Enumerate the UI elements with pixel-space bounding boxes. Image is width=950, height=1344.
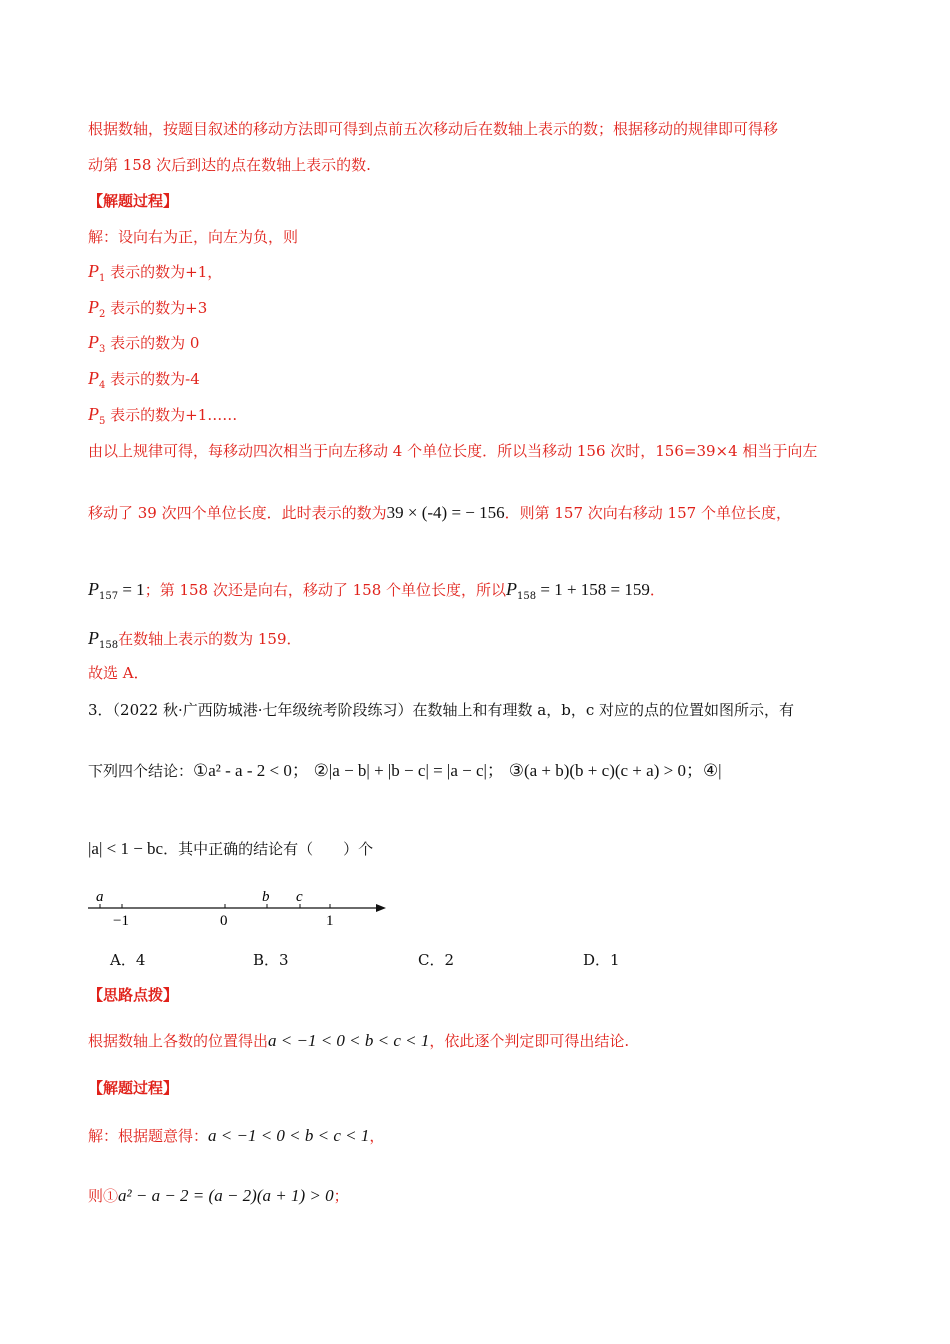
rule-line: 由以上规律可得，每移动四次相当于向左移动 4 个单位长度．所以当移动 156 次时，156=39×4 相当于向左 bbox=[88, 442, 818, 460]
heading-hint: 【思路点拨】 bbox=[88, 986, 179, 1004]
tick-label-minus-one: −1 bbox=[113, 913, 129, 929]
p157-line: $P_{157} = 1$；第 158 次还是向右，移动了 158 个单位长度，所以$P_{158} = 1 + 158 = 159$． bbox=[88, 579, 665, 602]
point-label-a: a bbox=[96, 889, 104, 905]
heading-solution-process: 【解题过程】 bbox=[88, 192, 179, 210]
hint-line: 根据数轴上各数的位置得出a < −1 < 0 < b < c < 1，依此逐个判定即可得出结论. bbox=[88, 1031, 630, 1050]
answer-line: 故选 A． bbox=[88, 664, 149, 682]
option-b[interactable]: B．3 bbox=[253, 951, 289, 969]
point-label-c: c bbox=[296, 889, 303, 905]
heading-solution-process-2: 【解题过程】 bbox=[88, 1079, 179, 1097]
axis-arrow bbox=[376, 904, 386, 912]
p2-line: $P_2$ 表示的数为+3 bbox=[88, 297, 208, 320]
number-line-figure bbox=[80, 880, 400, 935]
solution-setup: 解：设向右为正，向左为负，则 bbox=[88, 228, 299, 246]
question-3-conclusion-4: |a| < 1 − bc．其中正确的结论有（ ）个 bbox=[88, 839, 374, 858]
therefore-line: $P_{158}$在数轴上表示的数为 159． bbox=[88, 628, 302, 651]
conclusion-2: ②|a − b| + |b − c| = |a − c|； bbox=[313, 761, 504, 780]
option-c[interactable]: C．2 bbox=[418, 951, 455, 969]
intro-line-1: 根据数轴，按题目叙述的移动方法即可得到点前五次移动后在数轴上表示的数；根据移动的规律即可得移 bbox=[88, 120, 779, 138]
p4-line: $P_4$ 表示的数为-4 bbox=[88, 368, 200, 391]
p5-line: $P_5$ 表示的数为+1…… bbox=[88, 404, 238, 427]
option-a[interactable]: A．4 bbox=[110, 951, 146, 969]
option-d[interactable]: D．1 bbox=[583, 951, 620, 969]
moved-line: 移动了 39 次四个单位长度．此时表示的数为39 × (-4) = − 156．则第 157 次向右移动 157 个单位长度， bbox=[88, 503, 791, 522]
intro-line-2: 动第 158 次后到达的点在数轴上表示的数. bbox=[88, 156, 371, 174]
solution-line-2: 则①a² − a − 2 = (a − 2)(a + 1) > 0； bbox=[88, 1186, 349, 1205]
point-label-b: b bbox=[262, 889, 270, 905]
solution-line-1: 解：根据题意得：a < −1 < 0 < b < c < 1， bbox=[88, 1126, 385, 1145]
tick-label-zero: 0 bbox=[220, 913, 228, 929]
p3-line: $P_3$ 表示的数为 0 bbox=[88, 332, 200, 355]
question-3-stem: 3．（2022 秋·广西防城港·七年级统考阶段练习）在数轴上和有理数 a，b，c 对应的点的位置如图所示，有 bbox=[88, 701, 795, 719]
p1-line: $P_1$ 表示的数为+1， bbox=[88, 261, 223, 284]
conclusion-1: ①a² - a - 2 < 0； bbox=[193, 761, 309, 780]
tick-label-one: 1 bbox=[326, 913, 334, 929]
solution-expression: a < −1 < 0 < b < c < 1 bbox=[208, 1126, 370, 1145]
conclusion-3: ③(a + b)(b + c)(c + a) > 0；④| bbox=[508, 761, 722, 780]
hint-expression: a < −1 < 0 < b < c < 1 bbox=[268, 1031, 430, 1050]
conclusion-4: |a| < 1 − bc bbox=[88, 839, 164, 858]
solution-factorization: a² − a − 2 = (a − 2)(a + 1) > 0 bbox=[118, 1186, 334, 1205]
question-3-conclusions: 下列四个结论：①a² - a - 2 < 0； ②|a − b| + |b − c| = |a − c|； ③(a + b)(b + c)(c + a) > 0；④| bbox=[88, 761, 722, 780]
moved-expression: 39 × (-4) = − 156 bbox=[386, 503, 505, 522]
